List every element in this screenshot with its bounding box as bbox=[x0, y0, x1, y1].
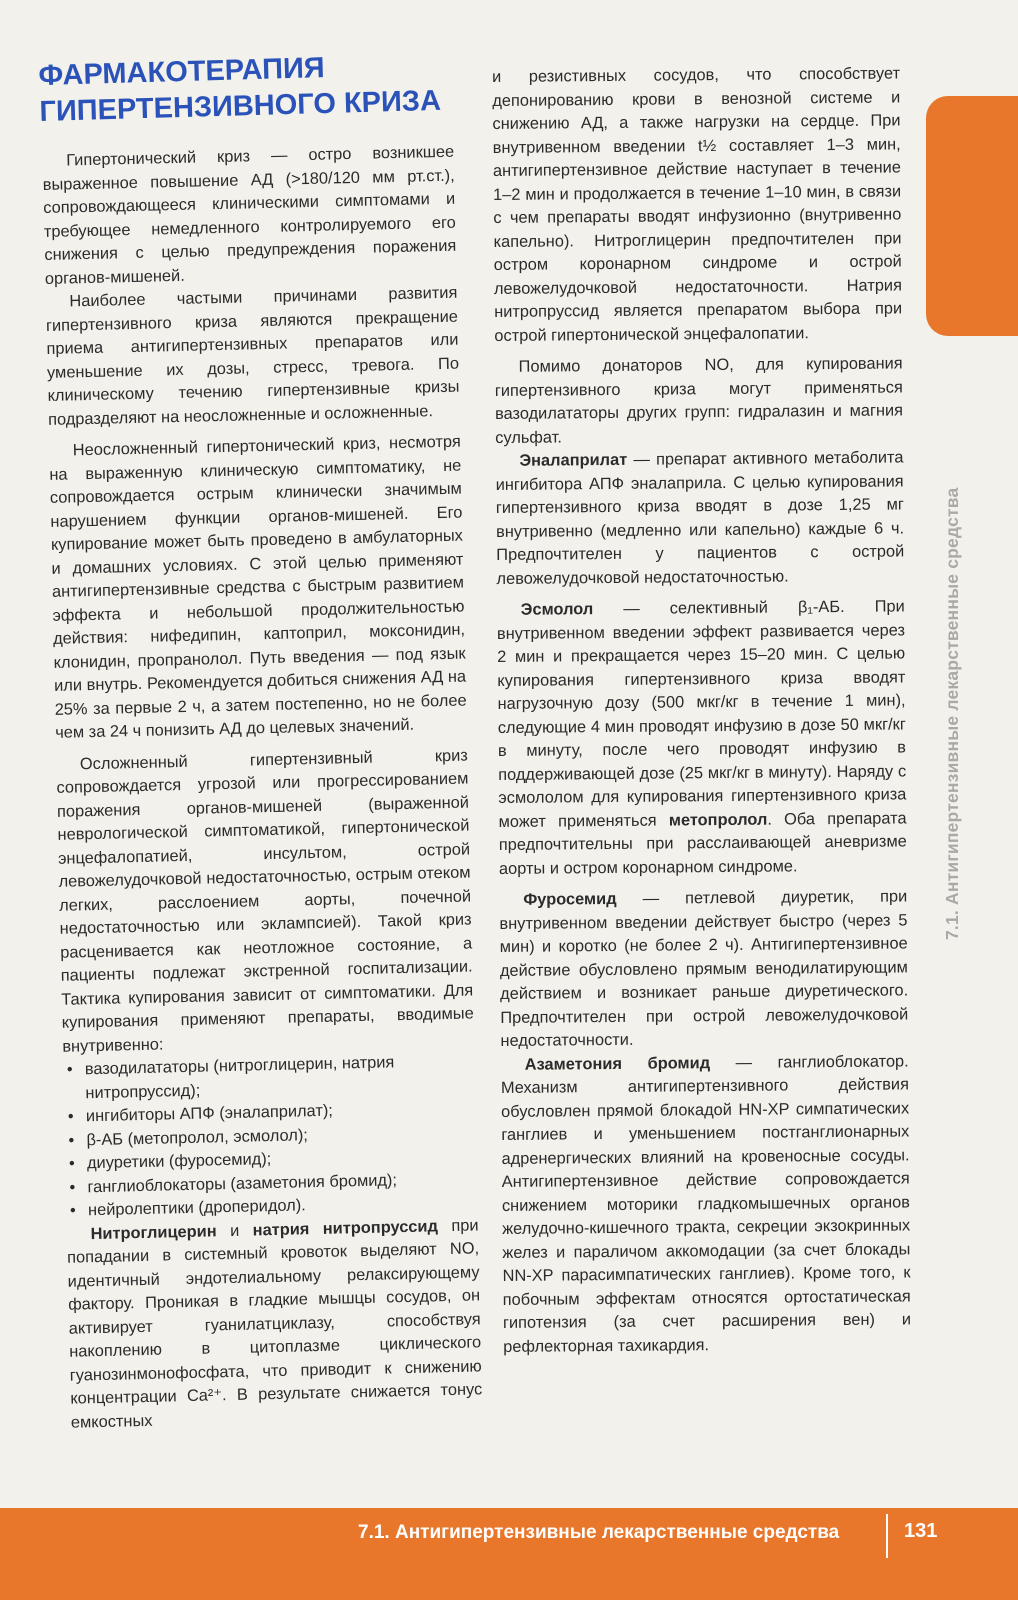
footer-chapter-title: 7.1. Антигипертензивные лекарственные средства bbox=[358, 1522, 840, 1543]
paragraph-azamethonium bbox=[501, 1050, 912, 1359]
list-item: • β-АБ (метопролол, эсмолол); bbox=[64, 1120, 476, 1153]
conjunction: и bbox=[216, 1221, 253, 1240]
paragraph-text: . Оба препарата предпочтительны при расслаивающей аневризме аорты и остром коронарном синдроме. bbox=[498, 808, 907, 878]
paragraph-furosemide bbox=[499, 885, 908, 1053]
term-nitroprusside: натрия нитропруссид bbox=[252, 1216, 439, 1239]
term-esmolol: Эсмолол bbox=[520, 600, 594, 619]
paragraph-uncomplicated: Неосложненный гипертонический криз, несмотря на выраженную клиническую симптоматику, не сопровождается острым клинически значимым нарушением функции органов-мишеней. Его купирование может быть проведено в амбулаторных и домашних условиях. С этой целью применяют антигипертензивные средства с быстрым развитием эффекта и небольшой продолжительностью действия: нифедипин, каптоприл, моксонидин, клонидин, пропранолол. Путь введения — под язык или внутрь. Рекомендуется добиться снижения АД на 25% за первые 2 ч, а затем постепенно, но не более чем за 24 ч понизить АД до целевых значений. bbox=[49, 432, 467, 742]
title-line-1: ФАРМАКОТЕРАПИЯ bbox=[38, 52, 326, 92]
paragraph-nitrates bbox=[66, 1214, 483, 1435]
paragraph-esmolol bbox=[497, 595, 907, 881]
term-nitroglycerin: Нитроглицерин bbox=[90, 1221, 217, 1243]
title-line-2: ГИПЕРТЕНЗИВНОГО КРИЗА bbox=[39, 84, 442, 128]
term-azamethonium: Азаметония бромид bbox=[524, 1053, 711, 1074]
paragraph-no-donors: Помимо донаторов NO, для купирования гипертензивного криза могут применяться вазодилататоры других групп: гидралазин и магния сульфат. bbox=[494, 354, 904, 447]
list-item: • диуретики (фуросемид); bbox=[65, 1143, 477, 1176]
left-column bbox=[42, 141, 483, 1435]
paragraph-text: — ганглиоблокатор. Механизм антигипертензивного действия обусловлен прямой блокадой HN-XP симпатических ганглиев и уменьшением постганглионарных адренергических влияний на кровеносные сосуды. Антигипертензивное действие сопровождается снижением моторики гладкомышечных органов желудочно-кишечного тракта, секреции экзокринных желез и параличом аккомодации (за счет блокады NN-XP парасимпатических ганглиев). Кроме того, к побочным эффектам относятся ортостатическая гипотензия (за счет расширения вен) и рефлекторная тахикардия. bbox=[500, 1051, 912, 1356]
footer-divider bbox=[886, 1514, 888, 1558]
term-furosemide: Фуросемид bbox=[523, 889, 617, 909]
paragraph-text: — селективный β₁-АБ. При внутривенном введении эффект развивается через 2 мин и прекращается через 15–20 мин. С целью купирования гипертензивного криза вводят нагрузочную дозу (500 мкг/кг в течение 1 мин), следующие 4 мин проводят инфузию в дозе 50 мкг/кг в минуту, после чего проводят инфузию в поддерживающей дозе (25 мкг/кг в минуту). Наряду с эсмололом для купирования гипертензивного криза может применяться bbox=[496, 597, 907, 831]
list-item: • ганглиоблокаторы (азаметония бромид); bbox=[65, 1167, 477, 1200]
page-title bbox=[38, 46, 460, 130]
list-item: • вазодилататоры (нитроглицерин, натрия нитропруссид); bbox=[63, 1049, 476, 1105]
drug-list bbox=[63, 1049, 479, 1223]
paragraph-complicated: Осложненный гипертензивный криз сопровождается угрозой или прогрессированием поражения органов-мишеней (выраженной неврологической симптоматикой, гипертонической энцефалопатией, инсультом, острой левожелудочковой недостаточностью, острым отеком легких, расслоением аорты, почечной недостаточностью или эклампсией). Такой криз расценивается как неотложное состояние, а пациенты подлежат экстренной госпитализации. Тактика купирования зависит от симптоматики. Для купирования применяют препараты, вводимые внутривенно: bbox=[56, 745, 474, 1056]
page-number: 131 bbox=[904, 1520, 938, 1542]
paragraph-text: при попадании в системный кровоток выделяют NO, идентичный эндотелиальному релаксирующему фактору. Проникая в гладкие мышцы сосудов, он активирует гуанилатциклазу, способствуя накоплению в цитоплазме циклического гуанозинмонофосфата, что приводит к снижению концентрации Ca²⁺. В результате снижается тонус емкостных bbox=[66, 1215, 483, 1432]
chapter-tab bbox=[926, 96, 1018, 336]
side-chapter-label: 7.1. Антигипертензивные лекарственные средства bbox=[942, 487, 962, 940]
term-metoprolol: метопролол bbox=[668, 810, 768, 829]
list-item: • нейролептики (дроперидол). bbox=[66, 1190, 478, 1223]
list-item: • ингибиторы АПФ (эналаприлат); bbox=[64, 1096, 476, 1129]
paragraph-continuation: и резистивных сосудов, что способствует депонированию крови в венозной системе и снижению АД, а также нагрузки на сердце. При внутривенном введении t½ составляет 1–3 мин, антигипертензивное действие наступает в течение 1–2 мин и продолжается в течение 1–10 мин, в связи с чем препараты вводят инфузионно (внутривенно капельно). Нитроглицерин предпочтителен при остром коронарном синдроме и острой левожелудочковой недостаточности. Натрия нитропруссид является препаратом выбора при острой гипертонической энцефалопатии. bbox=[492, 64, 903, 345]
paragraph-definition: Гипертонический криз — остро возникшее выраженное повышение АД (>180/120 мм рт.ст.), сопровождающееся клиническими симптомами и требующее немедленного контролируемого его снижения с целью предупреждения поражения органов-мишеней. bbox=[42, 142, 457, 288]
right-column bbox=[492, 62, 911, 1359]
paragraph-enalaprilat bbox=[495, 446, 904, 591]
term-enalaprilat: Эналаприлат bbox=[519, 450, 628, 470]
paragraph-text: — препарат активного метаболита ингибитора АПФ эналаприла. С целью купирования гипертензивного криза вводят в дозе 1,25 мг внутривенно (медленно или капельно) каждые 6 ч. Предпочтителен у пациентов с острой левожелудочковой недостаточностью. bbox=[495, 448, 905, 588]
paragraph-text: — петлевой диуретик, при внутривенном введении действует быстро (через 5 мин) и коротко (не более 2 ч). Антигипертензивное действие обусловлено прямым венодилатирующим действием и возникает раньше диуретического. Предпочтителен при острой левожелудочковой недостаточности. bbox=[499, 887, 909, 1050]
paragraph-causes: Наиболее частыми причинами развития гипертензивного криза являются прекращение приема антигипертензивных препаратов или уменьшение их дозы, стресс, тревога. По клиническому течению гипертензивные кризы подразделяют на неосложненные и осложненные. bbox=[45, 283, 460, 429]
